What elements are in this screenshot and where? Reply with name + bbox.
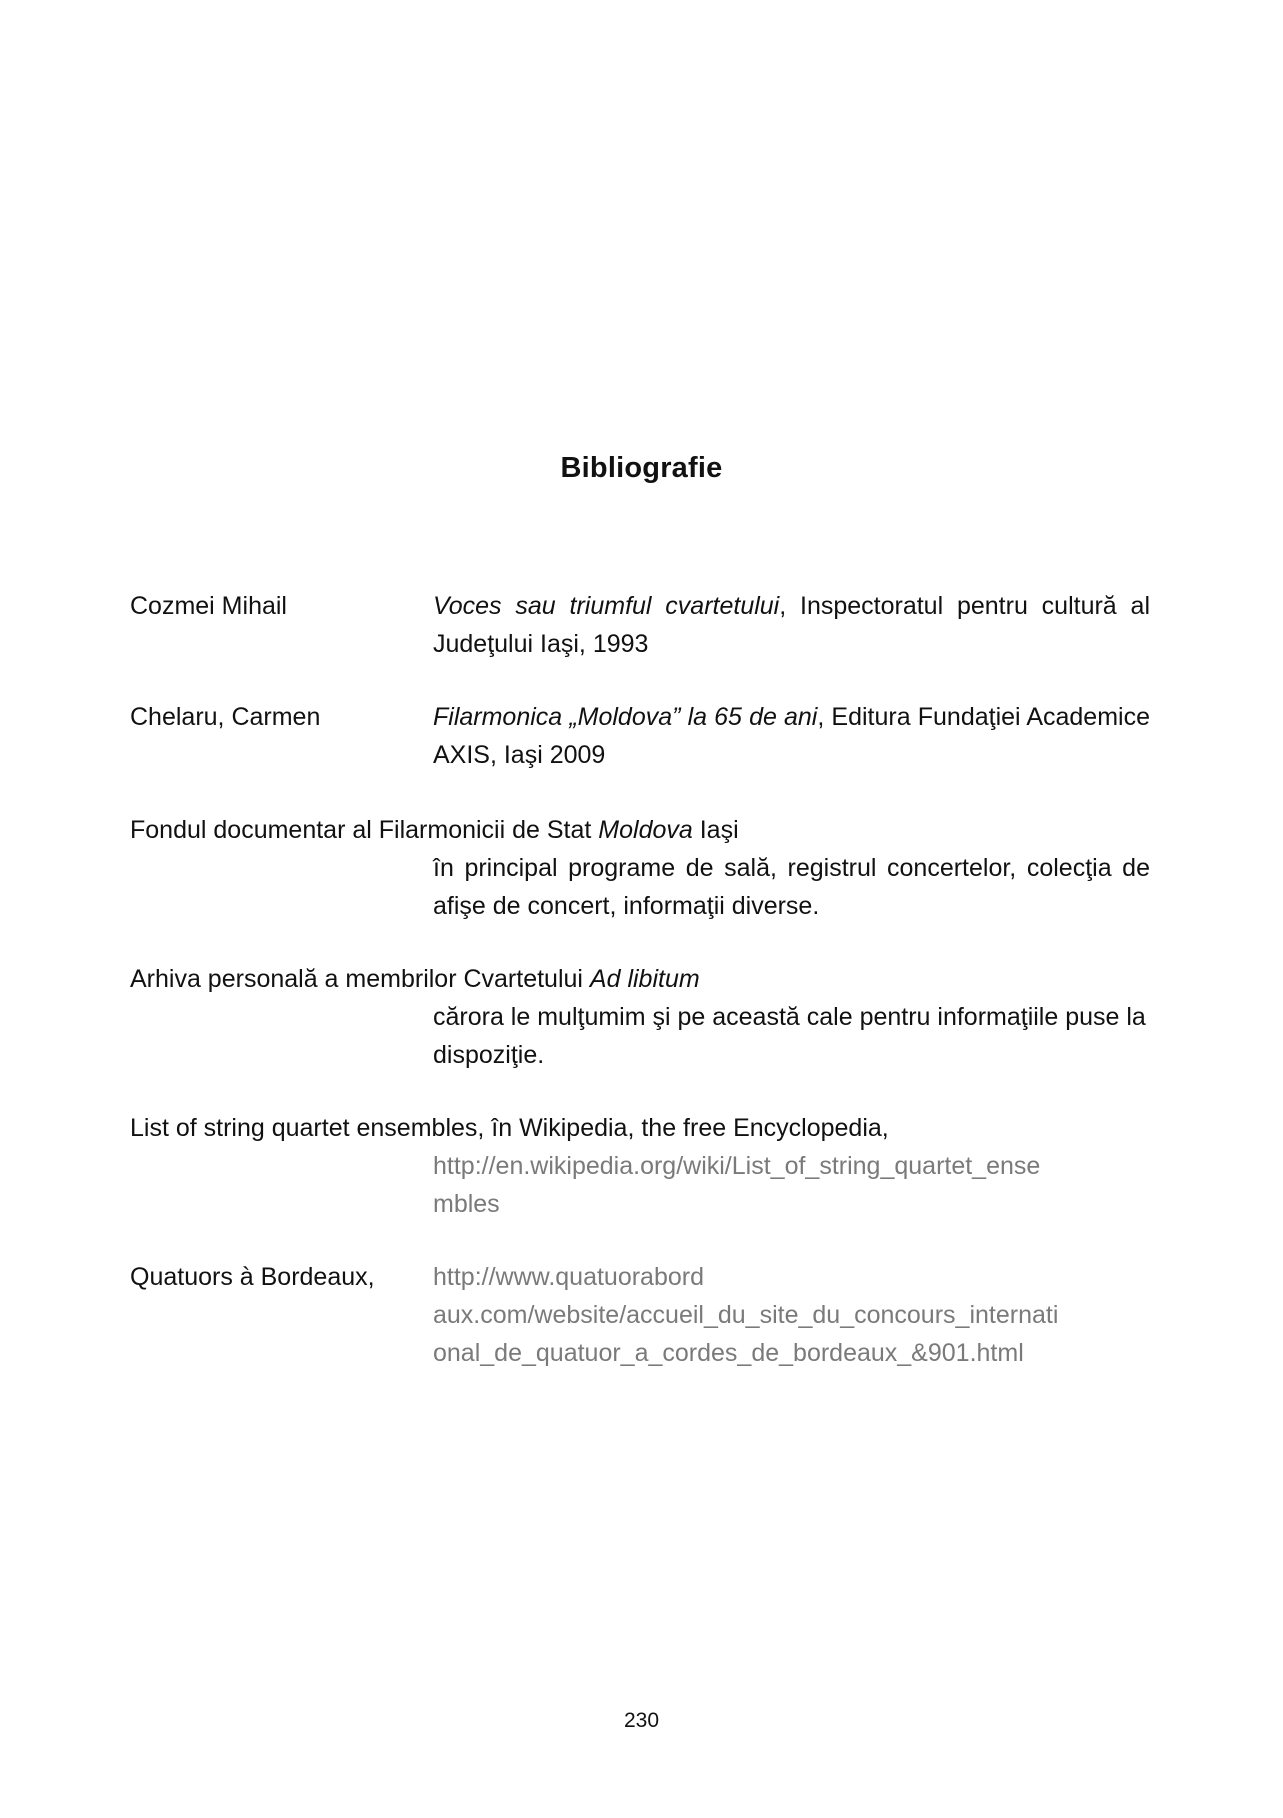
entry-work-title: Filarmonica „Moldova” la 65 de ani <box>433 703 818 731</box>
page-number: 230 <box>623 1709 660 1732</box>
bibliography-entry <box>130 811 1150 925</box>
entry-heading-text: Arhiva personală a membrilor Cvartetului <box>130 965 590 993</box>
entry-author: Cozmei Mihail <box>130 592 287 620</box>
entry-heading-suffix: Iaşi <box>692 816 739 844</box>
entry-heading-italic: Ad libitum <box>589 965 700 993</box>
entry-heading-text: Fondul documentar al Filarmonicii de Stat <box>130 816 599 844</box>
entry-details: , Editura Fundaţiei Academice AXIS, Iaşi 2009 <box>433 703 1150 769</box>
entry-url[interactable] <box>433 1147 1150 1223</box>
bibliography-entry <box>130 1109 1150 1223</box>
entry-heading-italic: Moldova <box>598 816 693 844</box>
bibliography-entry <box>130 587 1150 663</box>
entry-author: Quatuors à Bordeaux, <box>130 1263 375 1291</box>
entry-description <box>433 698 1150 774</box>
entry-description <box>433 587 1150 663</box>
entry-author: Chelaru, Carmen <box>130 703 321 731</box>
url-line[interactable]: http://www.quatuorabord <box>433 1263 704 1291</box>
entry-heading: List of string quartet ensembles, în Wikipedia, the free Encyclopedia, <box>130 1114 889 1142</box>
bibliography-entry <box>130 960 1150 1074</box>
bibliography-entry <box>130 1258 1150 1372</box>
url-line[interactable]: http://en.wikipedia.org/wiki/List_of_string_quartet_ense <box>433 1152 1041 1180</box>
entry-work-title: Voces sau triumful cvartetului <box>433 592 780 620</box>
url-line[interactable]: aux.com/website/accueil_du_site_du_concours_internati <box>433 1301 1059 1329</box>
bibliography-entry <box>130 698 1150 774</box>
url-line[interactable]: onal_de_quatuor_a_cordes_de_bordeaux_&901.html <box>433 1339 1024 1367</box>
entry-url[interactable] <box>433 1258 1150 1372</box>
entry-heading <box>130 811 1150 849</box>
entry-heading <box>130 960 1150 998</box>
entry-details: , Inspectoratul pentru cultură al Judeţului Iaşi, 1993 <box>433 592 1150 658</box>
page-title: Bibliografie <box>560 452 723 484</box>
entry-description: cărora le mulţumim şi pe această cale pentru informaţiile puse la dispoziţie. <box>433 1003 1146 1069</box>
url-line[interactable]: mbles <box>433 1190 500 1218</box>
entry-description: în principal programe de sală, registrul concertelor, colecţia de afişe de concert, informaţii diverse. <box>433 854 1150 920</box>
